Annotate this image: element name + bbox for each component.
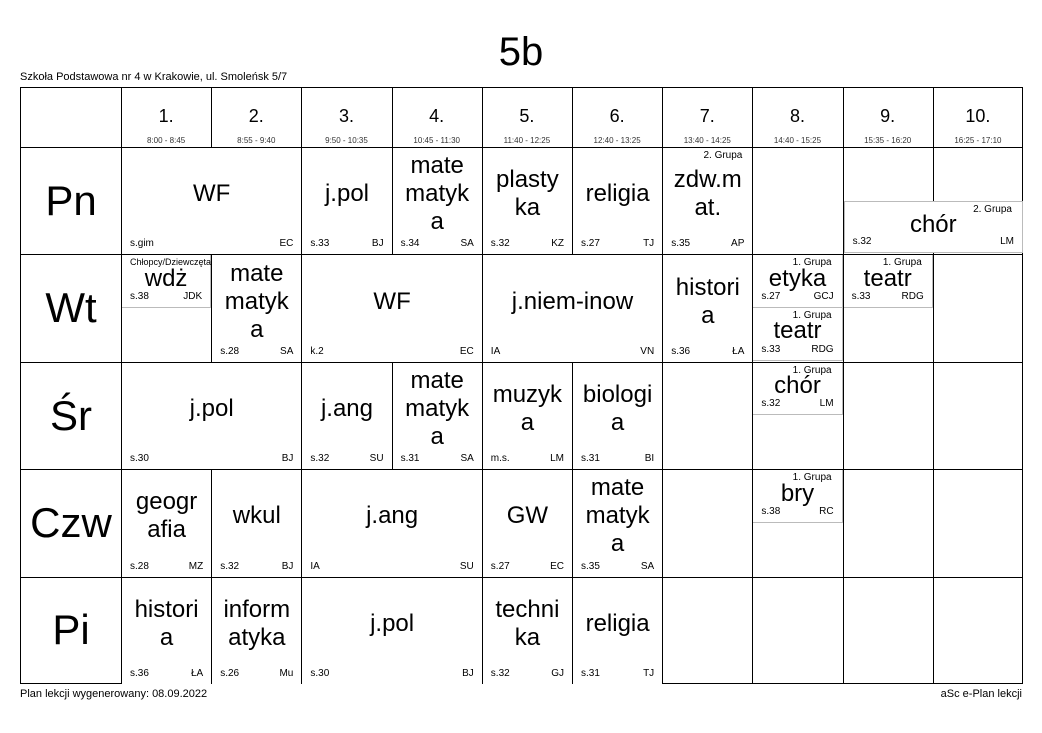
lesson-cell (483, 470, 572, 576)
lesson-room: s.38 (761, 505, 781, 517)
school-name: Szkoła Podstawowa nr 4 w Krakowie, ul. Smoleńsk 5/7 (20, 71, 288, 83)
lesson-room: s.32 (852, 236, 872, 248)
period-time: 8:00 - 8:45 (146, 136, 186, 145)
lesson-subject: religia (585, 609, 650, 637)
lesson-room: IA (490, 345, 501, 357)
period-number: 3. (338, 106, 354, 126)
lesson-room: s.31 (400, 453, 420, 465)
period-time: 12:40 - 13:25 (593, 136, 641, 145)
period-number: 2. (248, 106, 264, 126)
day-label: Wt (45, 284, 97, 332)
lesson-teacher: ŁA (732, 345, 745, 357)
lesson-cell (753, 308, 842, 361)
day-label: Pi (52, 606, 90, 654)
lesson-teacher: SU (459, 560, 474, 572)
lesson-cell (573, 363, 662, 469)
lesson-group: 2. Grupa (973, 203, 1012, 215)
lesson-room: IA (310, 560, 320, 572)
lesson-cell (573, 470, 662, 576)
lesson-room: s.26 (220, 667, 240, 679)
lesson-cell (483, 255, 662, 361)
lesson-room: m.s. (490, 453, 510, 465)
lesson-group: 1. Grupa (792, 257, 832, 269)
lesson-teacher: GJ (551, 667, 564, 679)
lesson-cell (663, 148, 752, 254)
lesson-group: 1. Grupa (792, 472, 832, 484)
lesson-teacher: BJ (281, 560, 294, 572)
lesson-teacher: VN (640, 345, 655, 357)
period-time: 8:55 - 9:40 (237, 136, 276, 145)
lesson-room: s.27 (761, 291, 781, 303)
lesson-cell (483, 578, 572, 684)
lesson-teacher: TJ (643, 667, 655, 679)
grid-column-line (843, 88, 844, 683)
period-time: 14:40 - 15:25 (773, 136, 822, 145)
lesson-room: s.30 (310, 667, 330, 679)
period-time: 9:50 - 10:35 (325, 136, 368, 145)
lesson-room: s.33 (310, 238, 330, 250)
lesson-subject: zdw.m at. (673, 166, 742, 222)
lesson-subject: WF (193, 180, 231, 208)
lesson-teacher: LM (550, 453, 564, 465)
period-time: 13:40 - 14:25 (683, 136, 731, 145)
lesson-subject: mate matyk a (585, 474, 650, 558)
lesson-teacher: GCJ (813, 291, 834, 303)
lesson-teacher: RDG (811, 343, 834, 355)
lesson-room: s.27 (581, 238, 600, 250)
generated-date: Plan lekcji wygenerowany: 08.09.2022 (20, 688, 208, 700)
lesson-cell (844, 255, 933, 308)
lesson-cell (753, 255, 842, 308)
timetable-grid (20, 87, 1023, 684)
lesson-cell (302, 148, 391, 254)
lesson-group: 1. Grupa (882, 257, 922, 269)
period-time: 15:35 - 16:20 (864, 136, 912, 145)
lesson-subject: j.niem-inow (511, 287, 634, 315)
grid-column-line (933, 88, 934, 683)
lesson-teacher: BJ (371, 238, 384, 250)
lesson-teacher: SA (460, 453, 474, 465)
lesson-subject: mate matyk a (405, 366, 470, 450)
lesson-room: s.35 (581, 560, 600, 572)
period-number: 10. (965, 106, 991, 126)
lesson-room: s.33 (761, 343, 781, 355)
lesson-room: s.36 (130, 667, 149, 679)
lesson-room: s.32 (220, 560, 240, 572)
lesson-subject: wkul (232, 502, 281, 530)
lesson-group: Chłopcy/Dziewczęta (130, 257, 212, 268)
lesson-room: s.36 (671, 345, 691, 357)
lesson-teacher: AP (731, 238, 745, 250)
lesson-room: s.32 (490, 667, 510, 679)
lesson-cell (753, 363, 842, 416)
lesson-room: s.32 (490, 238, 510, 250)
lesson-subject: teatr (773, 317, 822, 345)
lesson-subject: j.ang (366, 502, 419, 530)
lesson-teacher: RDG (901, 291, 924, 303)
period-number: 9. (880, 106, 896, 126)
day-label: Pn (45, 176, 97, 224)
lesson-teacher: SU (369, 453, 384, 465)
period-number: 4. (429, 106, 445, 126)
lesson-cell (122, 363, 301, 469)
lesson-subject: j.pol (189, 394, 234, 422)
period-time: 16:25 - 17:10 (954, 136, 1002, 145)
lesson-subject: mate matyk a (224, 259, 289, 343)
lesson-cell (122, 148, 301, 254)
lesson-subject: teatr (863, 264, 912, 292)
lesson-teacher: EC (550, 560, 564, 572)
lesson-room: s.38 (130, 291, 149, 303)
lesson-cell (302, 255, 481, 361)
lesson-room: s.gim (130, 238, 154, 250)
lesson-teacher: EC (459, 345, 474, 357)
lesson-cell (302, 363, 391, 469)
lesson-room: s.32 (310, 453, 330, 465)
lesson-subject: bry (780, 479, 815, 507)
lesson-room: s.31 (581, 667, 600, 679)
lesson-room: k.2 (310, 345, 324, 357)
period-number: 7. (699, 106, 715, 126)
app-credit: aSc e-Plan lekcji (940, 688, 1022, 700)
lesson-cell (393, 148, 482, 254)
period-number: 1. (158, 106, 174, 126)
lesson-teacher: BI (644, 453, 655, 465)
lesson-teacher: EC (279, 238, 294, 250)
lesson-room: s.33 (851, 291, 871, 303)
lesson-subject: WF (373, 287, 411, 315)
lesson-teacher: KZ (551, 238, 564, 250)
lesson-subject: chór (774, 372, 821, 400)
lesson-subject: inform atyka (223, 595, 291, 651)
lesson-room: s.28 (220, 345, 240, 357)
lesson-room: s.31 (581, 453, 600, 465)
lesson-cell (302, 578, 481, 684)
lesson-room: s.35 (671, 238, 691, 250)
lesson-subject: etyka (768, 264, 827, 292)
lesson-teacher: MZ (188, 560, 204, 572)
lesson-cell (122, 578, 211, 684)
lesson-subject: techni ka (495, 595, 560, 651)
lesson-cell (122, 470, 211, 576)
lesson-subject: muzyk a (492, 380, 563, 436)
lesson-room: s.32 (761, 398, 781, 410)
lesson-cell (483, 363, 572, 469)
lesson-cell (393, 363, 482, 469)
lesson-teacher: RC (819, 505, 834, 517)
lesson-subject: histori a (675, 273, 740, 329)
lesson-subject: GW (506, 502, 549, 530)
lesson-subject: biologi a (582, 380, 653, 436)
lesson-subject: j.pol (324, 180, 369, 208)
lesson-teacher: JDK (183, 291, 203, 303)
lesson-room: s.34 (400, 238, 420, 250)
period-time: 10:45 - 11:30 (413, 136, 460, 145)
lesson-teacher: BJ (462, 667, 474, 679)
lesson-subject: mate matyk a (405, 152, 470, 236)
lesson-teacher: SA (640, 560, 655, 572)
lesson-subject: plasty ka (496, 166, 559, 222)
lesson-room: s.27 (490, 560, 510, 572)
period-time: 11:40 - 12:25 (503, 136, 551, 145)
lesson-teacher: TJ (643, 238, 655, 250)
lesson-teacher: Mu (279, 667, 294, 679)
lesson-group: 1. Grupa (792, 310, 832, 322)
period-number: 6. (609, 106, 625, 126)
lesson-subject: histori a (134, 595, 199, 651)
lesson-subject: religia (585, 180, 650, 208)
day-label: Czw (30, 498, 112, 546)
lesson-subject: j.ang (320, 394, 373, 422)
lesson-group: 2. Grupa (703, 150, 743, 161)
lesson-subject: chór (909, 211, 957, 239)
lesson-teacher: LM (819, 398, 834, 410)
lesson-cell (212, 255, 301, 361)
lesson-cell (573, 578, 662, 684)
lesson-group: 1. Grupa (792, 364, 832, 376)
lesson-teacher: BJ (281, 453, 294, 465)
period-number: 8. (789, 106, 805, 126)
lesson-cell (212, 470, 301, 576)
lesson-teacher: LM (1000, 236, 1014, 248)
lesson-subject: geogr afia (135, 488, 198, 544)
lesson-cell (483, 148, 572, 254)
page-title: 5b (498, 30, 544, 74)
period-number: 5. (519, 106, 535, 126)
lesson-room: s.28 (130, 560, 149, 572)
lesson-teacher: SA (280, 345, 294, 357)
lesson-subject: j.pol (370, 609, 415, 637)
lesson-room: s.30 (130, 453, 149, 465)
lesson-cell (844, 201, 1023, 254)
lesson-cell (302, 470, 481, 576)
lesson-cell (663, 255, 752, 361)
lesson-cell (573, 148, 662, 254)
lesson-teacher: SA (460, 238, 474, 250)
lesson-teacher: ŁA (190, 667, 204, 679)
day-label: Śr (50, 391, 92, 439)
lesson-cell (122, 255, 211, 308)
lesson-subject: wdż (144, 264, 188, 292)
lesson-cell (212, 578, 301, 684)
lesson-cell (753, 470, 842, 523)
